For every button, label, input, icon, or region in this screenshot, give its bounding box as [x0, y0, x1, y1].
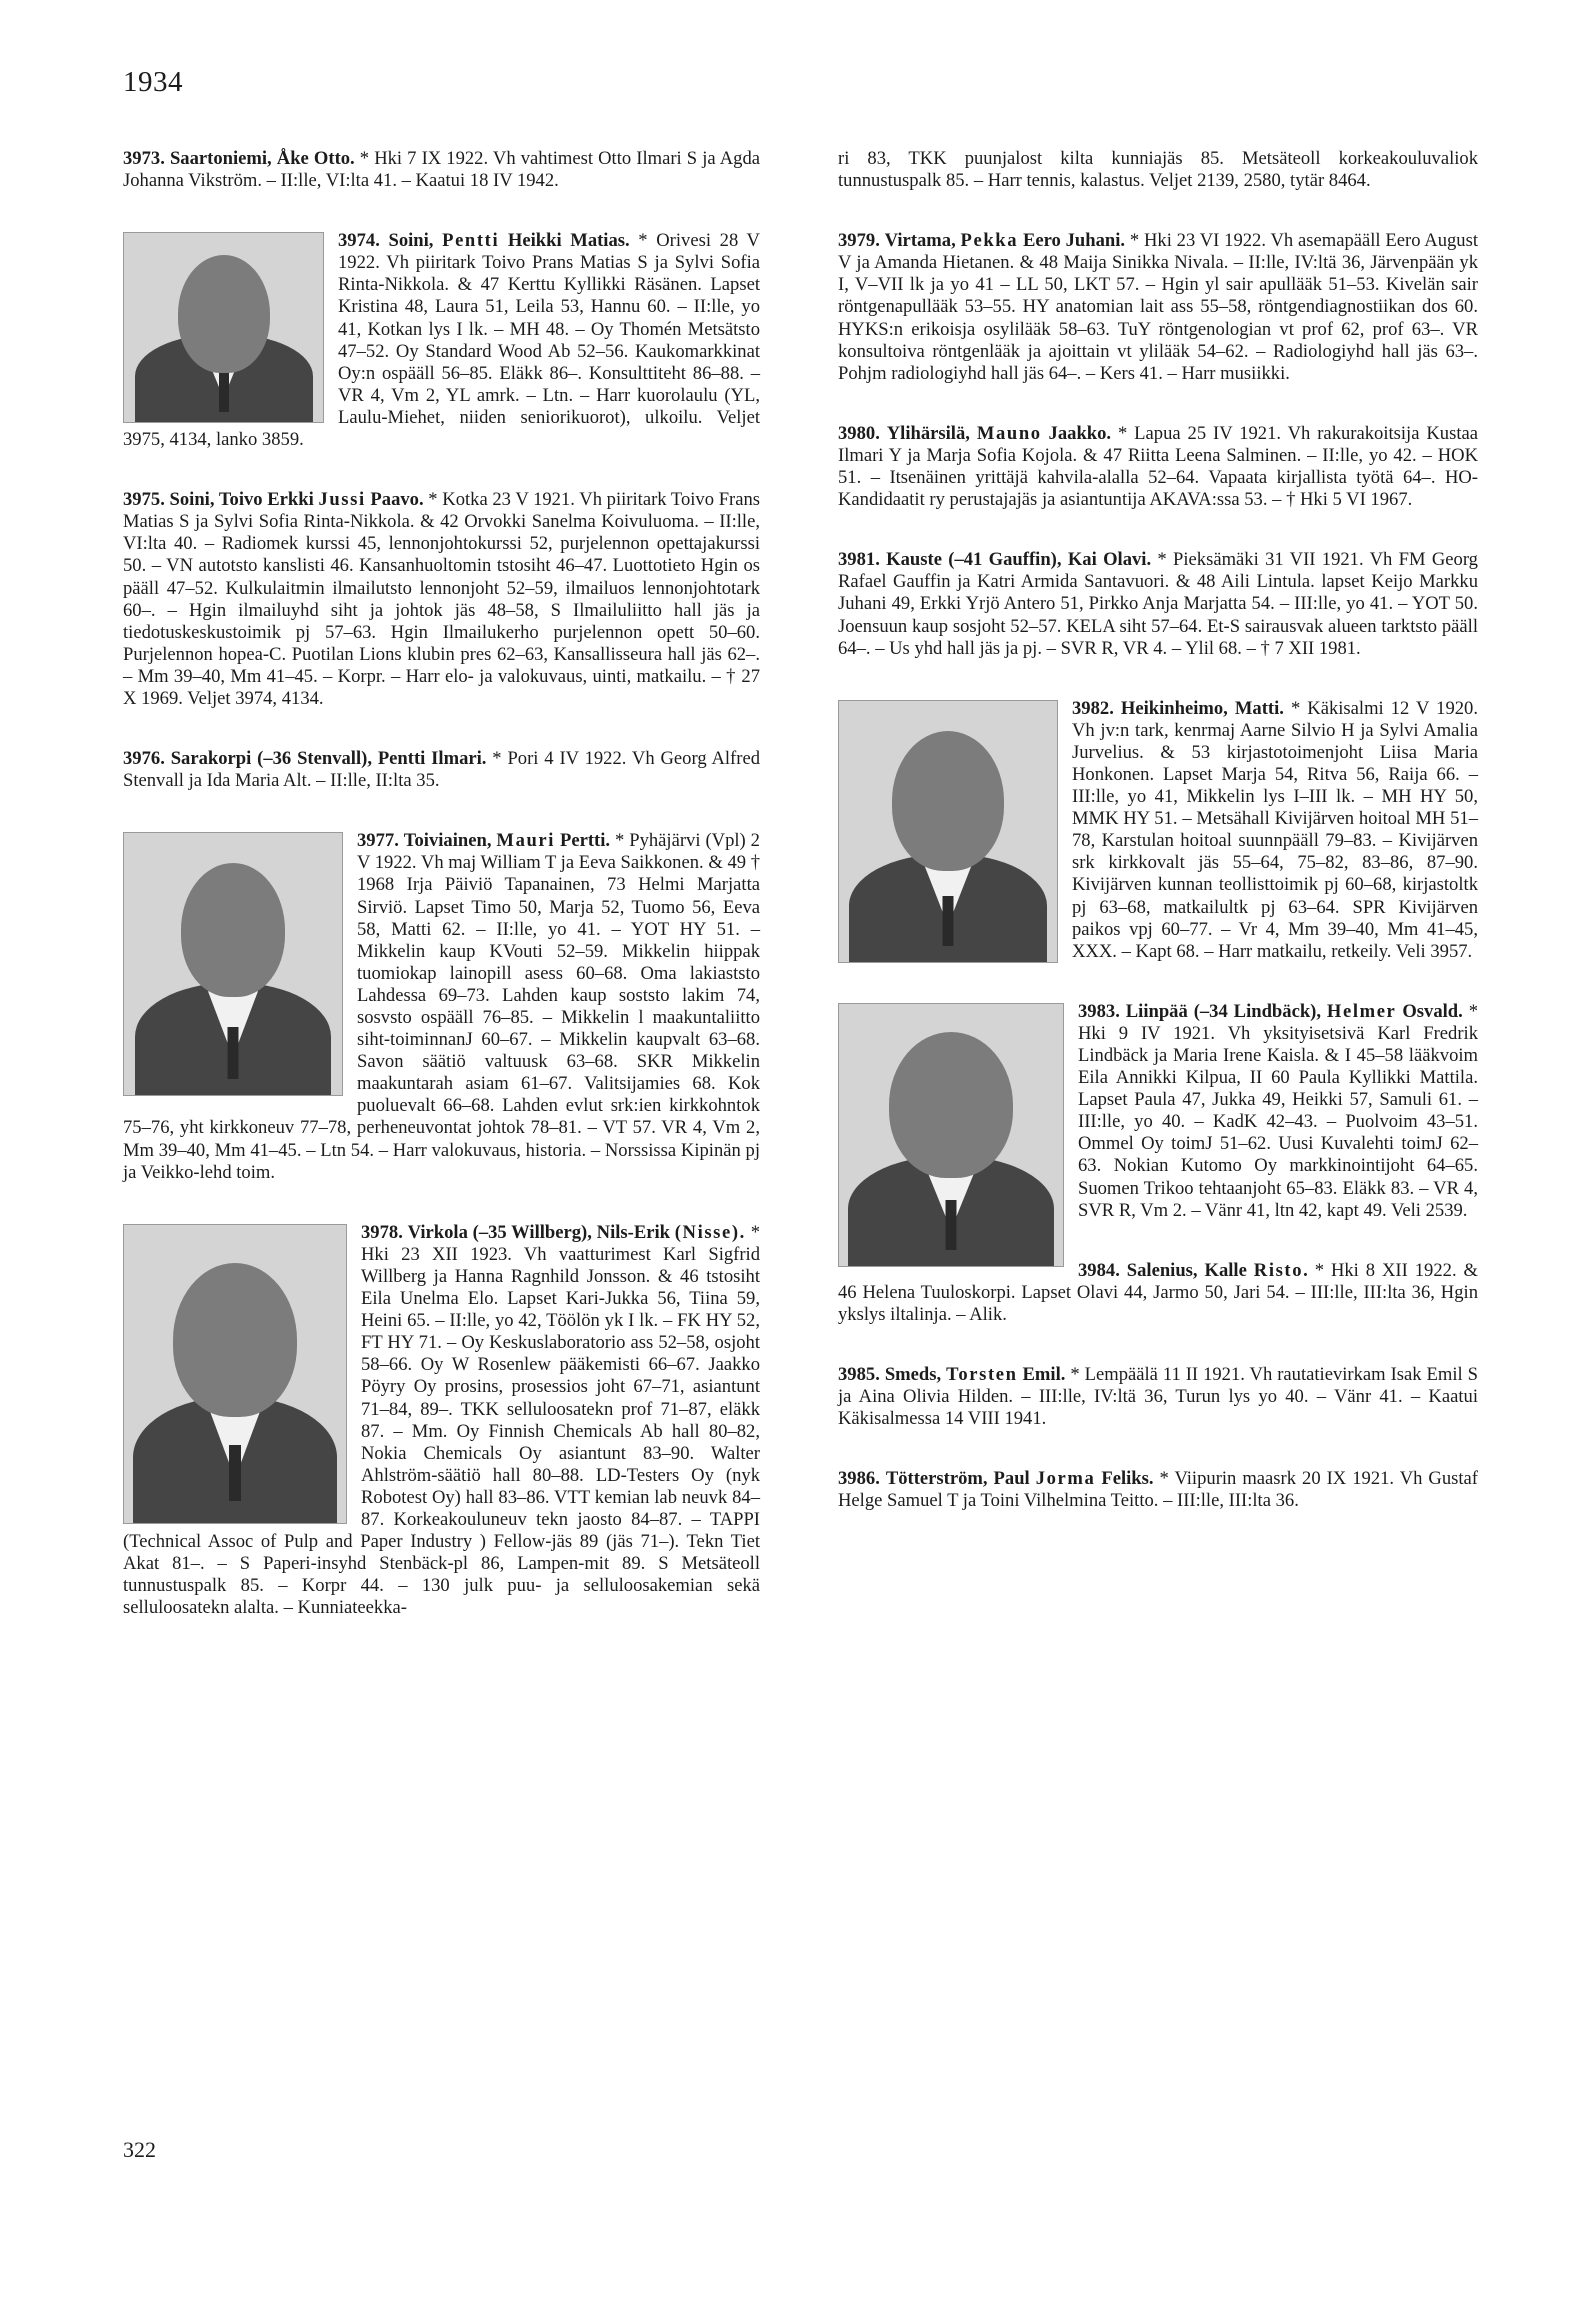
entry-name-rest: Osvald. [1396, 1000, 1463, 1022]
entry-number: 3985. [838, 1364, 880, 1386]
entry-name: Sarakorpi (–36 Stenvall), Pentti Ilmari. [170, 748, 487, 770]
entry-3973 [123, 148, 760, 192]
entry-name-plain: Soini, [388, 230, 443, 252]
entry-number: 3986. [838, 1468, 880, 1490]
entry-name-plain: Toiviainen, [403, 830, 497, 852]
entry-name-spaced: (Nisse). [674, 1221, 746, 1243]
entry-number: 3977. [357, 830, 399, 852]
entry-number: 3980. [838, 422, 880, 444]
entry-name-spaced: Pekka [960, 230, 1019, 252]
entry-3981 [838, 549, 1478, 659]
entry-number: 3983. [1078, 1000, 1120, 1022]
entry-number: 3973. [123, 148, 165, 169]
entry-number: 3984. [1078, 1259, 1120, 1281]
entry-text: * Hki 23 XII 1923. Vh vaatturimest Karl Sigfrid Willberg ja Hanna Ragnhild Jonsson. & 46 tstosiht Eila Unelma Elo. Lapset Kari-Jukka 56, Tiina 59, Heini 65. – II:lle, yo 42, Töölön yk I lk. – FK HY 52, FT HY 71. – Oy Keskuslaboratorio ass 52–58, osjoht 58–66. Oy W Rosenlew pääkemisti 66–67. Jaakko Pöyry Oy prosins, prosessios joht 67–71, asiantunt 71–84, 89–. TKK selluloosatekn prof 71–87, eläkk 87. – Mm. Oy Finnish Chemicals Ab hall 80–82, Nokia Chemicals Oy asiantunt 83–90. Walter Ahlström-säätiö hall 80–88. LD-Testers Oy (nyk Robotest Oy) hall 83–86. VTT kemian lab neuvk 84–87. Korkeakouluneuv tekn jaosto 84–87. – TAPPI (Technical Assoc of Pulp and Paper Industry ) Fellow-jäs 89 (jäs 71–). Tekn Tiet Akat 81–. – S Paperi-insyhd Stenbäck-pl 86, Lampen-mit 89. S Metsäteoll tunnustuspalk 85. – Korpr 44. – 130 julk puu- ja selluloosakemian sekä selluloosatekn alalta. – Kunniateekka- [123, 1221, 760, 1619]
entry-name-rest: Jaakko. [1041, 422, 1112, 444]
entry-3977 [123, 830, 760, 1184]
entry-number: 3978. [361, 1221, 403, 1243]
entry-number: 3975. [123, 489, 165, 511]
entry-name-plain: Soini, Toivo Erkki [169, 489, 319, 511]
entry-3974 [123, 230, 760, 451]
entry-number: 3979. [838, 230, 880, 252]
entry-name-rest: Paavo. [365, 489, 424, 511]
entry-text: * Pyhäjärvi (Vpl) 2 V 1922. Vh maj William T ja Eeva Saikkonen. & 49 † 1968 Irja Päiviö Tapanainen, 73 Helmi Marjatta Sirviö. Lapset Timo 50, Marja 52, Tuomo 56, Eeva 58, Matti 62. – II:lle, yo 41. – YOT HY 51. – Mikkelin kaup KVouti 52–59. Mikkelin hiippak tuomiokap lainopill asess 60–68. Oma lakiaststo Lahdessa 69–73. Lahden kaup soststo lakim 74, sosvsto ospääll 76–85. – Mikkelin l maakuntaliitto siht-toiminnanJ 60–67. – Mikkelin kaupvalt 63–68. Savon säätiö valtuusk 63–68. SKR Mikkelin maakuntarah asiam 61–67. Valitsijamies 68. Kok puoluevalt 66–68. Lahden evlut srk:ien kirkkohntok 75–76, yht kirkkoneuv 77–78, perheneuvontat johtok 78–81. – VT 57. VR 4, Vm 2, Mm 39–40, Mm 41–45. – Ltn 54. – Harr valokuvaus, historia. – Norssissa Kipinän pj ja Veikko-lehd toim. [123, 830, 760, 1183]
entry-name-rest: Feliks. [1095, 1468, 1154, 1490]
entry-name-plain: Ylihärsilä, [886, 422, 977, 444]
entry-text: * Viipurin maasrk 20 IX 1921. Vh Gustaf Helge Samuel T ja Toini Vilhelmina Teitto. – III:lle, III:lta 36. [838, 1468, 1478, 1512]
entry-text: * Pori 4 IV 1922. Vh Georg Alfred Stenvall ja Ida Maria Alt. – II:lle, II:lta 35. [123, 748, 760, 792]
entry-name-plain: Salenius, Kalle [1126, 1259, 1254, 1281]
entry-text: * Pieksämäki 31 VII 1921. Vh FM Georg Rafael Gauffin ja Katri Armida Santavuori. & 48 Aili Lintula. lapset Keijo Markku Juhani 49, Erkki Yrjö Antero 51, Pirkko Anja Marjatta 54. – III:lle, yo 41. – YOT 50. Joensuun kaup sosjoht 52–57. KELA siht 57–64. Et-S sairausvak alueen tarktsto pääll 64–. – Us yhd hall jäs ja pj. – SVR R, VR 4. – Ylil 68. – † 7 XII 1981. [838, 549, 1478, 659]
entry-name-spaced: Risto [1253, 1259, 1304, 1281]
entry-text: * Hki 8 XII 1922. & 46 Helena Tuuloskorpi. Lapset Olavi 44, Jarmo 50, Jari 54. – III:lle, III:lta 36, Hgin ykslys iltalinja. – Alik. [838, 1259, 1478, 1325]
page-number: 322 [123, 2137, 156, 2162]
year-heading: 1934 [123, 66, 183, 98]
entry-name-spaced: Mauno [976, 422, 1042, 444]
entry-3984 [838, 1260, 1478, 1326]
entry-name-rest: . [1303, 1259, 1308, 1281]
entry-number: 3981. [838, 549, 880, 571]
entry-name-spaced: Mauri [496, 830, 556, 852]
entry-name-spaced: Jorma [1035, 1468, 1096, 1490]
entry-number: 3976. [123, 748, 165, 770]
entry-3982 [838, 698, 1478, 963]
entry-3985 [838, 1364, 1478, 1430]
entry-name-plain: Tötterström, Paul [885, 1468, 1036, 1490]
entry-number: 3974. [338, 230, 380, 252]
entry-text: * Lempäälä 11 II 1921. Vh rautatievirkam Isak Emil S ja Aina Olivia Hilden. – III:lle, IV:ltä 36, Turun lys yo 40. – Vänr 41. – Kaatui Käkisalmessa 14 VIII 1941. [838, 1364, 1478, 1430]
entry-name-spaced: Jussi [318, 489, 366, 511]
entry-3978 [123, 1222, 760, 1620]
entry-name-plain: Smeds, [884, 1364, 947, 1386]
portrait-photo-3982 [838, 700, 1058, 963]
portrait-photo-3974 [123, 232, 324, 423]
entry-text: * Hki 7 IX 1922. Vh vahtimest Otto Ilmari S ja Agda Johanna Vikström. – II:lle, VI:lta 41. – Kaatui 18 IV 1942. [123, 148, 760, 192]
entry-text: * Kotka 23 V 1921. Vh piiritark Toivo Frans Matias S ja Sylvi Sofia Rinta-Nikkola. & 42 Orvokki Sanelma Koivuluoma. – II:lle, VI:lta 40. – Radiomek kurssi 45, lennonjohtokurssi 52, purjelennon opettajakurssi 50. – VN autotsto kanslisti 46. Kansanhuoltomin tstosiht 46–47. Luottotieto Hgin os pääll 47–52. Kulkulaitmin ilmailutsto lennonjoht 52–59, ilmailuos lennonjohtotark 60–. – Hgin ilmailuyhd siht ja johtok jäs 48–58, S Ilmailuliitto hall jäs ja tiedotuskeskustoimik pj 57–63. Hgin Ilmailukerho purjelennon opett 50–60. Purjelennon hopea-C. Puotilan Lions klubin pres 62–63, Kansallisseura hall jäs 62–. – Mm 39–40, Mm 41–45. – Korpr. – Harr elo- ja valokuvaus, uinti, matkailu. – † 27 X 1969. Veljet 3974, 4134. [123, 489, 761, 709]
entry-3976 [123, 748, 760, 792]
entry-text: ri 83, TKK puunjalost kilta kunniajäs 85. Metsäteoll korkeakouluvaliok tunnustuspalk 85. – Harr tennis, kalastus. Veljet 2139, 2580, tytär 8464. [838, 148, 1478, 192]
entry-text: * Lapua 25 IV 1921. Vh rakurakoitsija Kustaa Ilmari Y ja Marja Sofia Kojola. & 47 Riitta Leena Salminen. – II:lle, yo 42. – HOK 51. – Itsenäinen yrittäjä kahvila-alalla 52–64. Vapaata kirjallista työtä 64–. HO-Kandidaatit ry perustajajäs ja asiantuntija AKAVA:ssa 53. – † Hki 5 VI 1967. [838, 422, 1479, 511]
entry-text: * Hki 9 IV 1921. Vh yksityisetsivä Karl Fredrik Lindbäck ja Maria Irene Kaisla. & I 45–58 lääkvoim Eila Annikki Kilpua, II 60 Paula Kyllikki Mattila. Lapset Paula 47, Jukka 49, Heikki 57, Samuli 61. – III:lle, yo 40. – KadK 42–43. – Puolvoim 43–51. Ommel Oy toimJ 51–62. Uusi Kuvalehti toimJ 62–63. Nokian Kutomo Oy markkinointijoht 64–65. Suomen Trikoo tehtaanjoht 65–83. Eläkk 83. – VR 4, SVR R, Vm 2. – Vänr 41, ltn 42, kapt 49. Veli 2539. [1078, 1000, 1478, 1221]
entry-3983 [838, 1001, 1478, 1222]
left-column [123, 148, 760, 1657]
entry-name-spaced: Torsten [946, 1364, 1018, 1386]
portrait-photo-3983 [838, 1003, 1064, 1267]
entry-3986 [838, 1468, 1478, 1512]
entry-name-plain: Virkola (–35 Willberg), Nils-Erik [407, 1221, 675, 1243]
entry-name-plain: Liinpää (–34 Lindbäck), [1125, 1000, 1327, 1022]
entry-name-plain: Virtama, [884, 230, 961, 252]
entry-text: * Hki 23 VI 1922. Vh asemapääll Eero August V ja Amanda Hietanen. & 48 Maija Sinikka Nivala. – II:lle, IV:ltä 36, Järvenpään yk I, V–VII lk ja yo 41 – LL 50, LKT 57. – Hgin yl sair apullääk 51–53. Kivelän sair röntgenapullääk 53–55. HY anatomian lait ass 55–58, röntgendiagnostiikan dos 60. HYKS:n erikoisja osylilääk 58–63. TuY röntgenologian vt prof 62, prof 63–. VR konsultoiva röntgenlääk ja ajoittain vt ylilääk 54–62. – Radiologiyhd hall jäs 63–. Pohjm radiologiyhd hall jäs 64–. – Kers 41. – Harr musiikki. [838, 230, 1478, 384]
right-column [838, 148, 1478, 1551]
entry-name: Saartoniemi, Åke Otto. [169, 148, 355, 169]
portrait-photo-3977 [123, 832, 343, 1096]
entry-name: Kauste (–41 Gauffin), Kai Olavi. [886, 549, 1152, 571]
entry-3978-continuation [838, 148, 1478, 192]
entry-3975 [123, 489, 760, 710]
entry-text: * Käkisalmi 12 V 1920. Vh jv:n tark, kenrmaj Aarne Silvio H ja Sylvi Amalia Jurvelius. & 53 kirjastotoimenjoht Liisa Maria Honkonen. Lapset Marja 54, Ritva 56, Raija 66. – III:lle, yo 41, Mikkelin lys I–III lk. – MH HY 50, MMK HY 51. – Metsähall Kivijärven hoitoal MH 51–78, Karstulan hoitoal suunnpääll 79–83. – Kivijärven srk kirkkovalt jäs 55–64, 75–82, 83–86, 87–90. Kivijärven kunnan teollisttoimik pj 60–68, kirjastoltk pj 63–68, matkailultk pj 63–64. SPR Kivijärven paikos vpj 60–77. – Vr 4, Mm 39–40, Mm 41–45, XXX. – Kapt 68. – Harr matkailu, retkeily. Veli 3957. [1072, 697, 1478, 962]
entry-number: 3982. [1072, 697, 1114, 719]
entry-3979 [838, 230, 1478, 385]
entry-3980 [838, 423, 1478, 511]
entry-name-rest: Eero Juhani. [1018, 230, 1126, 252]
entry-name-rest: Pertti. [555, 830, 611, 852]
entry-name-spaced: Helmer [1326, 1000, 1397, 1022]
entry-text: * Orivesi 28 V 1922. Vh piiritark Toivo Prans Matias S ja Sylvi Sofia Rinta-Nikkola. & 47 Kerttu Kyllikki Räsänen. Lapset Kristina 48, Laura 51, Leila 53, Hannu 60. – II:lle, yo 41, Kotkan lys I lk. – MH 48. – Oy Thomén Metsätsto 47–52. Oy Standard Wood Ab 52–56. Kaukomarkkinat Oy:n ospääll 56–85. Eläkk 86–. Konsulttiteht 86–88. – VR 4, Vm 2, YL amrk. – Ltn. – Harr kuorolaulu (YL, Laulu-Miehet, niiden seniorikuorot), ulkoilu. Veljet 3975, 4134, lanko 3859. [123, 230, 760, 451]
entry-name: Heikinheimo, Matti. [1120, 697, 1284, 719]
portrait-photo-3978 [123, 1224, 347, 1524]
entry-name-spaced: Pentti [442, 230, 500, 252]
entry-name-rest: Heikki Matias. [499, 230, 630, 252]
entry-name-rest: Emil. [1017, 1364, 1066, 1386]
